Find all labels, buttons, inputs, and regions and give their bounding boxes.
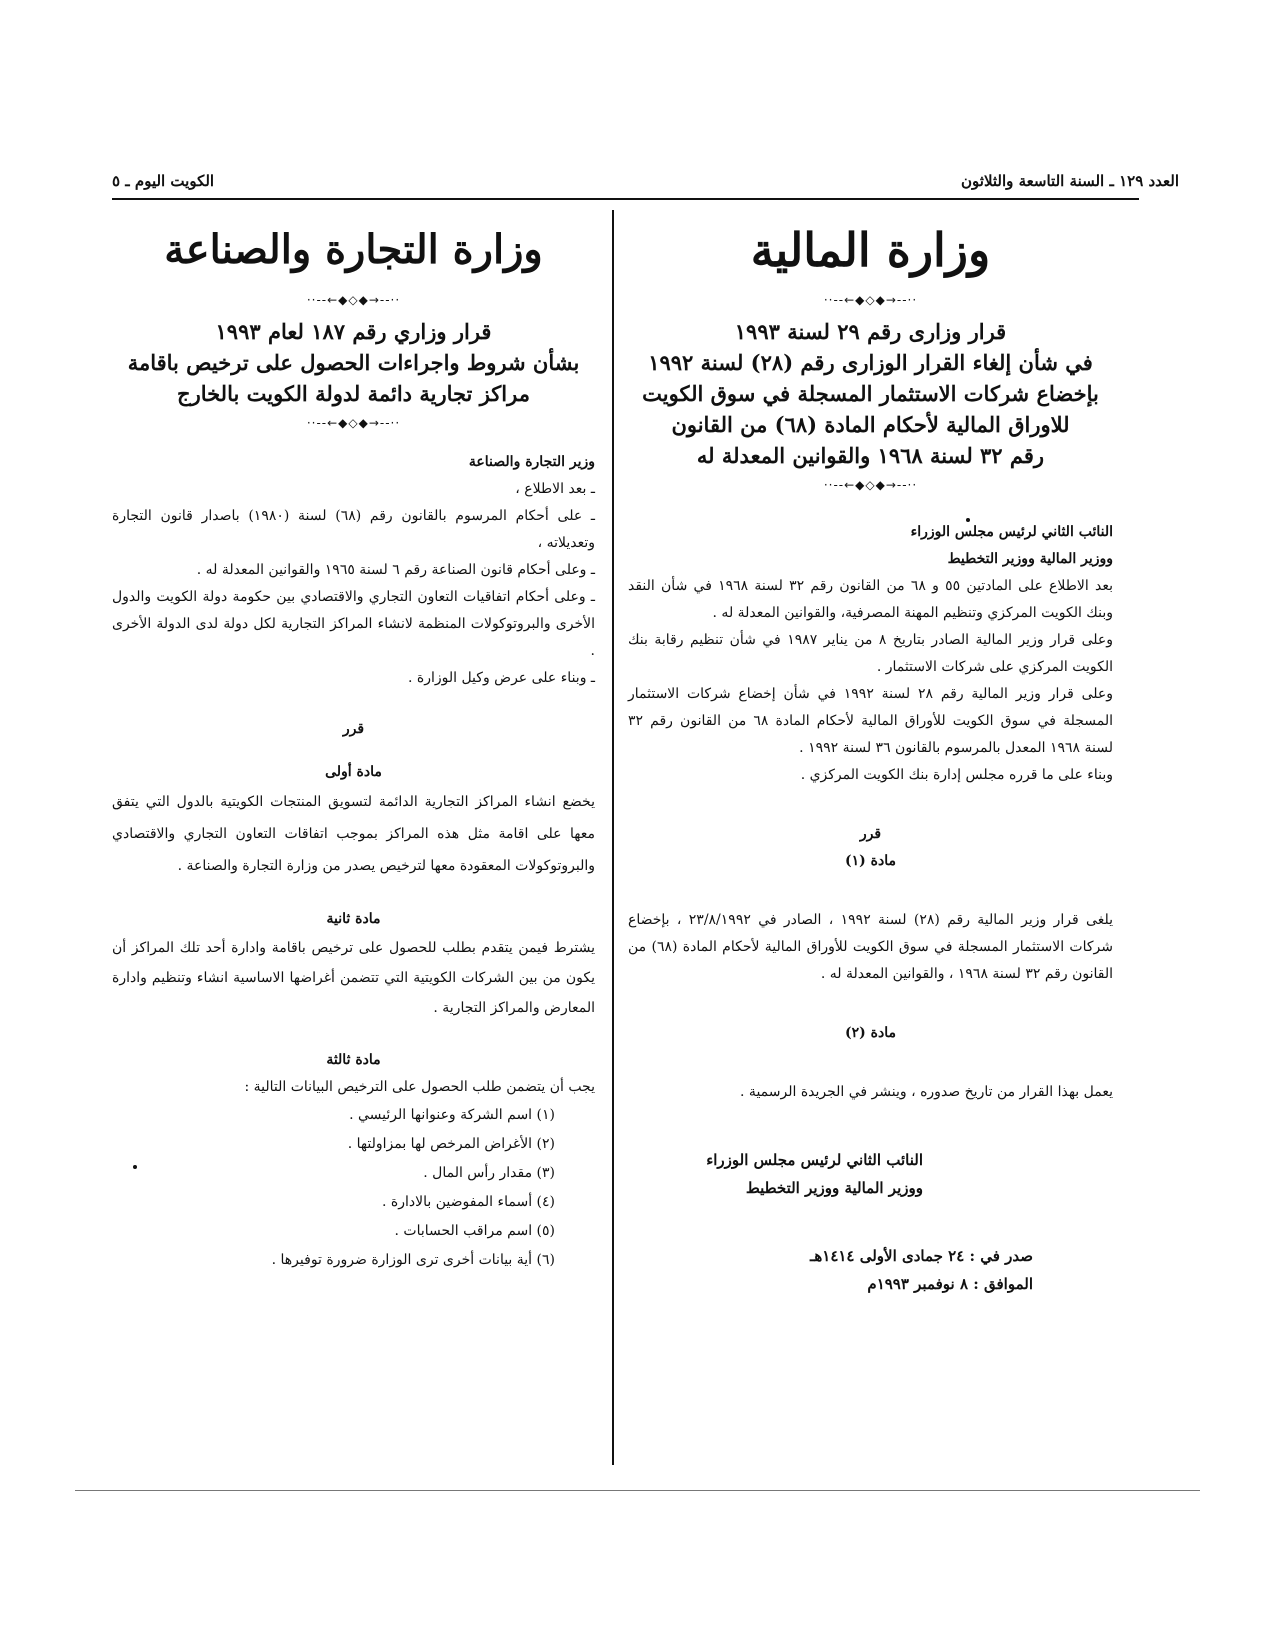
decided-heading: قرر xyxy=(342,721,365,737)
ornament-divider: ··--→◆◇◆←--·· xyxy=(306,293,401,307)
issue-date-block xyxy=(628,1242,1113,1298)
title-line: قرار وزارى رقم ٢٩ لسنة ١٩٩٣ xyxy=(734,319,1007,344)
preamble-paragraph: ـ وعلى أحكام قانون الصناعة رقم ٦ لسنة ١٩٦٥ والقوانين المعدلة له . xyxy=(196,562,595,578)
header-rule xyxy=(112,198,1139,200)
issue-header: العدد ١٢٩ ـ السنة التاسعة والثلاثون xyxy=(961,172,1179,190)
commerce-column xyxy=(112,210,595,1275)
article-heading: مادة أولى xyxy=(325,764,382,780)
decree-title-finance xyxy=(628,316,1113,471)
article-text: يعمل بهذا القرار من تاريخ صدوره ، وينشر في الجريدة الرسمية . xyxy=(740,1084,1113,1100)
preamble-paragraph: بعد الاطلاع على المادتين ٥٥ و ٦٨ من القانون رقم ٣٢ لسنة ١٩٦٨ في شأن النقد وبنك الكويت المركزي وتنظيم المهنة المصرفية، والقوانين المعدلة له . xyxy=(628,578,1113,621)
article-heading: مادة (٢) xyxy=(845,1025,896,1041)
article-text: يجب أن يتضمن طلب الحصول على الترخيص البيانات التالية : xyxy=(244,1079,595,1095)
title-line: بإخضاع شركات الاستثمار المسجلة في سوق الكويت xyxy=(642,381,1099,406)
finance-body xyxy=(628,519,1113,1146)
preamble-paragraph: ـ وبناء على عرض وكيل الوزارة . xyxy=(407,670,595,686)
scan-speck xyxy=(133,1165,137,1169)
preamble-paragraph: ـ وعلى أحكام اتفاقيات التعاون التجاري والاقتصادي بين حكومة دولة الكويت والدول الأخرى والبروتوكولات المنظمة لانشاء المراكز التجارية لكل دولة لدى الدولة الأخرى . xyxy=(112,589,595,659)
ministry-title-finance: وزارة المالية xyxy=(750,223,991,277)
signature-block xyxy=(628,1146,1113,1202)
list-item: (١) اسم الشركة وعنوانها الرئيسي . xyxy=(349,1107,555,1123)
column-divider xyxy=(612,210,614,1465)
preamble-paragraph: وعلى قرار وزير المالية الصادر بتاريخ ٨ من يناير ١٩٨٧ في شأن تنظيم رقابة بنك الكويت المركزي على شركات الاستثمار . xyxy=(628,632,1114,675)
preamble-paragraph: وبناء على ما قرره مجلس إدارة بنك الكويت المركزي . xyxy=(800,767,1113,783)
list-item: (٦) أية بيانات أخرى ترى الوزارة ضرورة توفيرها . xyxy=(271,1252,555,1268)
ornament-divider: ··--→◆◇◆←--·· xyxy=(306,416,401,430)
preamble-paragraph: وعلى قرار وزير المالية رقم ٢٨ لسنة ١٩٩٢ في شأن إخضاع شركات الاستثمار المسجلة في سوق الكويت للأوراق المالية لأحكام المادة ٦٨ من القانون رقم ٣٢ لسنة ١٩٦٨ المعدل بالمرسوم بالقانون ٣٦ لسنة ١٩٩٢ . xyxy=(628,686,1113,756)
signature-line: ووزير المالية ووزير التخطيط xyxy=(745,1179,923,1197)
list-item: (٢) الأغراض المرخص لها بمزاولتها . xyxy=(347,1136,555,1152)
scan-speck xyxy=(966,518,970,522)
finance-column xyxy=(628,210,1113,1298)
article-heading: مادة ثانية xyxy=(326,911,381,927)
article-text: يلغى قرار وزير المالية رقم (٢٨) لسنة ١٩٩٢ ، الصادر في ٢٣/٨/١٩٩٢ ، بإخضاع شركات الاستثمار المسجلة في سوق الكويت للأوراق المالية لأحكام المادة (٦٨) من القانون رقم ٣٢ لسنة ١٩٦٨ ، والقوانين المعدلة له . xyxy=(628,912,1113,982)
decree-title-commerce xyxy=(112,316,595,409)
title-line: في شأن إلغاء القرار الوزارى رقم (٢٨) لسنة ١٩٩٢ xyxy=(648,350,1093,375)
article-heading: مادة (١) xyxy=(845,853,896,869)
page-reference: الكويت اليوم ـ ٥ xyxy=(112,172,215,190)
article-text: يخضع انشاء المراكز التجارية الدائمة لتسويق المنتجات الكويتية بالدول التي يتفق معها على اقامة مثل هذه المراكز بموجب اتفاقات التعاون التجاري والاقتصادي والبروتوكولات المعقودة معها لترخيص يصدر من وزارة التجارة والصناعة . xyxy=(112,794,595,874)
article-text: يشترط فيمن يتقدم بطلب للحصول على ترخيص باقامة وادارة أحد تلك المراكز أن يكون من بين الشركات الكويتية التي تتضمن أغراضها الاساسية انشاء وتنظيم وادارة المعارض والمراكز التجارية . xyxy=(112,940,595,1016)
list-item: (٤) أسماء المفوضين بالادارة . xyxy=(382,1194,555,1210)
issued-hijri: صدر في : ٢٤ جمادى الأولى ١٤١٤هـ xyxy=(809,1247,1033,1265)
page-bottom-rule xyxy=(75,1490,1200,1491)
ministry-title-commerce: وزارة التجارة والصناعة xyxy=(164,226,543,273)
ornament-divider: ··--→◆◇◆←--·· xyxy=(823,293,918,307)
preamble-paragraph: ـ بعد الاطلاع ، xyxy=(515,481,595,497)
issuer-line: وزير التجارة والصناعة xyxy=(468,454,595,470)
signature-line: النائب الثاني لرئيس مجلس الوزراء xyxy=(706,1151,923,1169)
title-line: بشأن شروط واجراءات الحصول على ترخيص باقامة xyxy=(127,350,580,375)
decided-heading: قرر xyxy=(859,826,882,842)
list-item: (٣) مقدار رأس المال . xyxy=(423,1165,555,1181)
article-heading: مادة ثالثة xyxy=(326,1052,381,1068)
issued-gregorian: الموافق : ٨ نوفمبر ١٩٩٣م xyxy=(867,1275,1033,1293)
title-line: مراكز تجارية دائمة لدولة الكويت بالخارج xyxy=(177,381,530,406)
issuer-line: النائب الثاني لرئيس مجلس الوزراء xyxy=(910,524,1113,540)
title-line: رقم ٣٢ لسنة ١٩٦٨ والقوانين المعدلة له xyxy=(696,443,1045,468)
title-line: قرار وزاري رقم ١٨٧ لعام ١٩٩٣ xyxy=(215,319,492,344)
issuer-line: ووزير المالية ووزير التخطيط xyxy=(947,551,1113,567)
ornament-divider: ··--→◆◇◆←--·· xyxy=(823,478,918,492)
preamble-paragraph: ـ على أحكام المرسوم بالقانون رقم (٦٨) لسنة (١٩٨٠) باصدار قانون التجارة وتعديلاته ، xyxy=(112,508,595,551)
commerce-body xyxy=(112,449,595,1101)
list-item: (٥) اسم مراقب الحسابات . xyxy=(394,1223,555,1239)
requirements-list xyxy=(112,1101,595,1275)
title-line: للاوراق المالية لأحكام المادة (٦٨) من القانون xyxy=(671,412,1070,437)
